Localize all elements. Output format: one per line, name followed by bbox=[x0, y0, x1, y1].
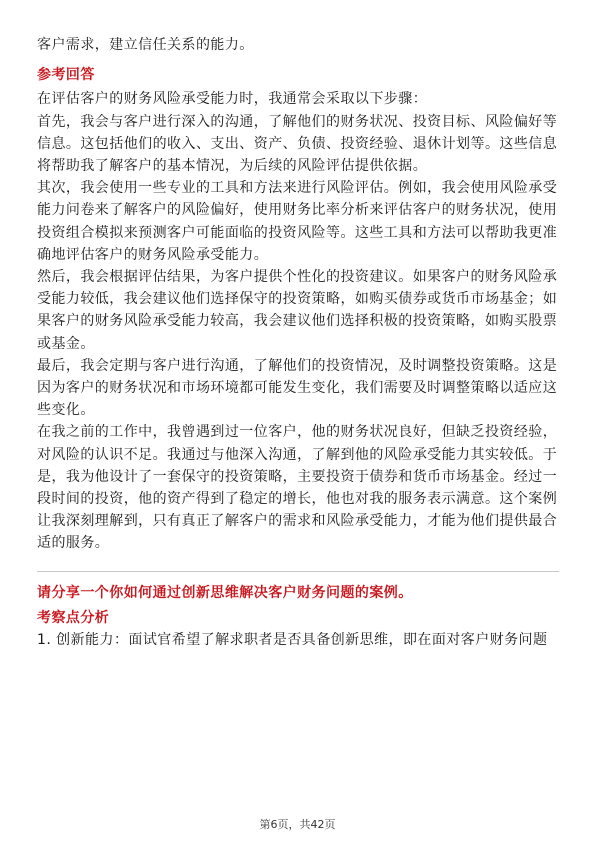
analysis-heading: 考察点分析 bbox=[37, 609, 110, 626]
answer-line: 确地评估客户的财务风险承受能力。 bbox=[37, 246, 269, 263]
answer-paragraph bbox=[37, 111, 559, 178]
intro-tail-text: 客户需求，建立信任关系的能力。 bbox=[37, 37, 254, 53]
answer-paragraph bbox=[37, 421, 559, 554]
answer-line: 让我深刻理解到，只有真正了解客户的需求和风险承受能力，才能为他们提供最合 bbox=[37, 513, 558, 530]
answer-line: 受能力较低，我会建议他们选择保守的投资策略，如购买债券或货币市场基金；如 bbox=[37, 291, 558, 308]
answer-line: 在我之前的工作中，我曾遇到过一位客户，他的财务状况良好，但缺乏投资经验， bbox=[37, 424, 558, 441]
answer-line: 投资组合模拟来预测客户可能面临的投资风险等。这些工具和方法可以帮助我更准 bbox=[37, 224, 558, 241]
answer-paragraph bbox=[37, 355, 559, 422]
answer-paragraph bbox=[37, 88, 559, 110]
answer-line: 果客户的财务风险承受能力较高，我会建议他们选择积极的投资策略，如购买股票 bbox=[37, 313, 558, 330]
answer-line: 是，我为他设计了一套保守的投资策略，主要投资于债券和货币市场基金。经过一 bbox=[37, 468, 558, 485]
section-divider bbox=[37, 571, 559, 572]
answer-line: 然后，我会根据评估结果，为客户提供个性化的投资建议。如果客户的财务风险承 bbox=[37, 269, 558, 286]
answer-paragraph bbox=[37, 177, 559, 266]
answer-line: 最后，我会定期与客户进行沟通，了解他们的投资情况，及时调整投资策略。这是 bbox=[37, 357, 558, 374]
answer-line: 首先，我会与客户进行深入的沟通，了解他们的财务状况、投资目标、风险偏好等 bbox=[37, 113, 558, 130]
answer-line: 些变化。 bbox=[37, 402, 95, 419]
analysis-first-line: 1. 创新能力：面试官希望了解求职者是否具备创新思维，即在面对客户财务问题 bbox=[37, 632, 548, 649]
answer-line: 或基金。 bbox=[37, 335, 95, 352]
answer-body bbox=[37, 88, 559, 554]
answer-line: 将帮助我了解客户的基本情况，为后续的风险评估提供依据。 bbox=[37, 158, 428, 175]
answer-line: 信息。这包括他们的收入、支出、资产、负债、投资经验、退休计划等。这些信息 bbox=[37, 135, 558, 152]
page-content bbox=[37, 34, 559, 651]
answer-paragraph bbox=[37, 266, 559, 355]
answer-heading: 参考回答 bbox=[37, 67, 95, 84]
page-footer: 第6页，共42页 bbox=[259, 818, 336, 831]
answer-line: 能力问卷来了解客户的风险偏好，使用财务比率分析来评估客户的财务状况，使用 bbox=[37, 202, 558, 219]
answer-line: 段时间的投资，他的资产得到了稳定的增长，他也对我的服务表示满意。这个案例 bbox=[37, 491, 558, 508]
answer-line: 对风险的认识不足。我通过与他深入沟通，了解到他的风险承受能力其实较低。于 bbox=[37, 446, 558, 463]
next-question-title: 请分享一个你如何通过创新思维解决客户财务问题的案例。 bbox=[37, 584, 413, 601]
answer-line: 其次，我会使用一些专业的工具和方法来进行风险评估。例如，我会使用风险承受 bbox=[37, 180, 558, 197]
answer-line: 因为客户的财务状况和市场环境都可能发生变化，我们需要及时调整策略以适应这 bbox=[37, 380, 558, 397]
answer-line: 适的服务。 bbox=[37, 535, 110, 552]
answer-line: 在评估客户的财务风险承受能力时，我通常会采取以下步骤： bbox=[37, 91, 428, 108]
